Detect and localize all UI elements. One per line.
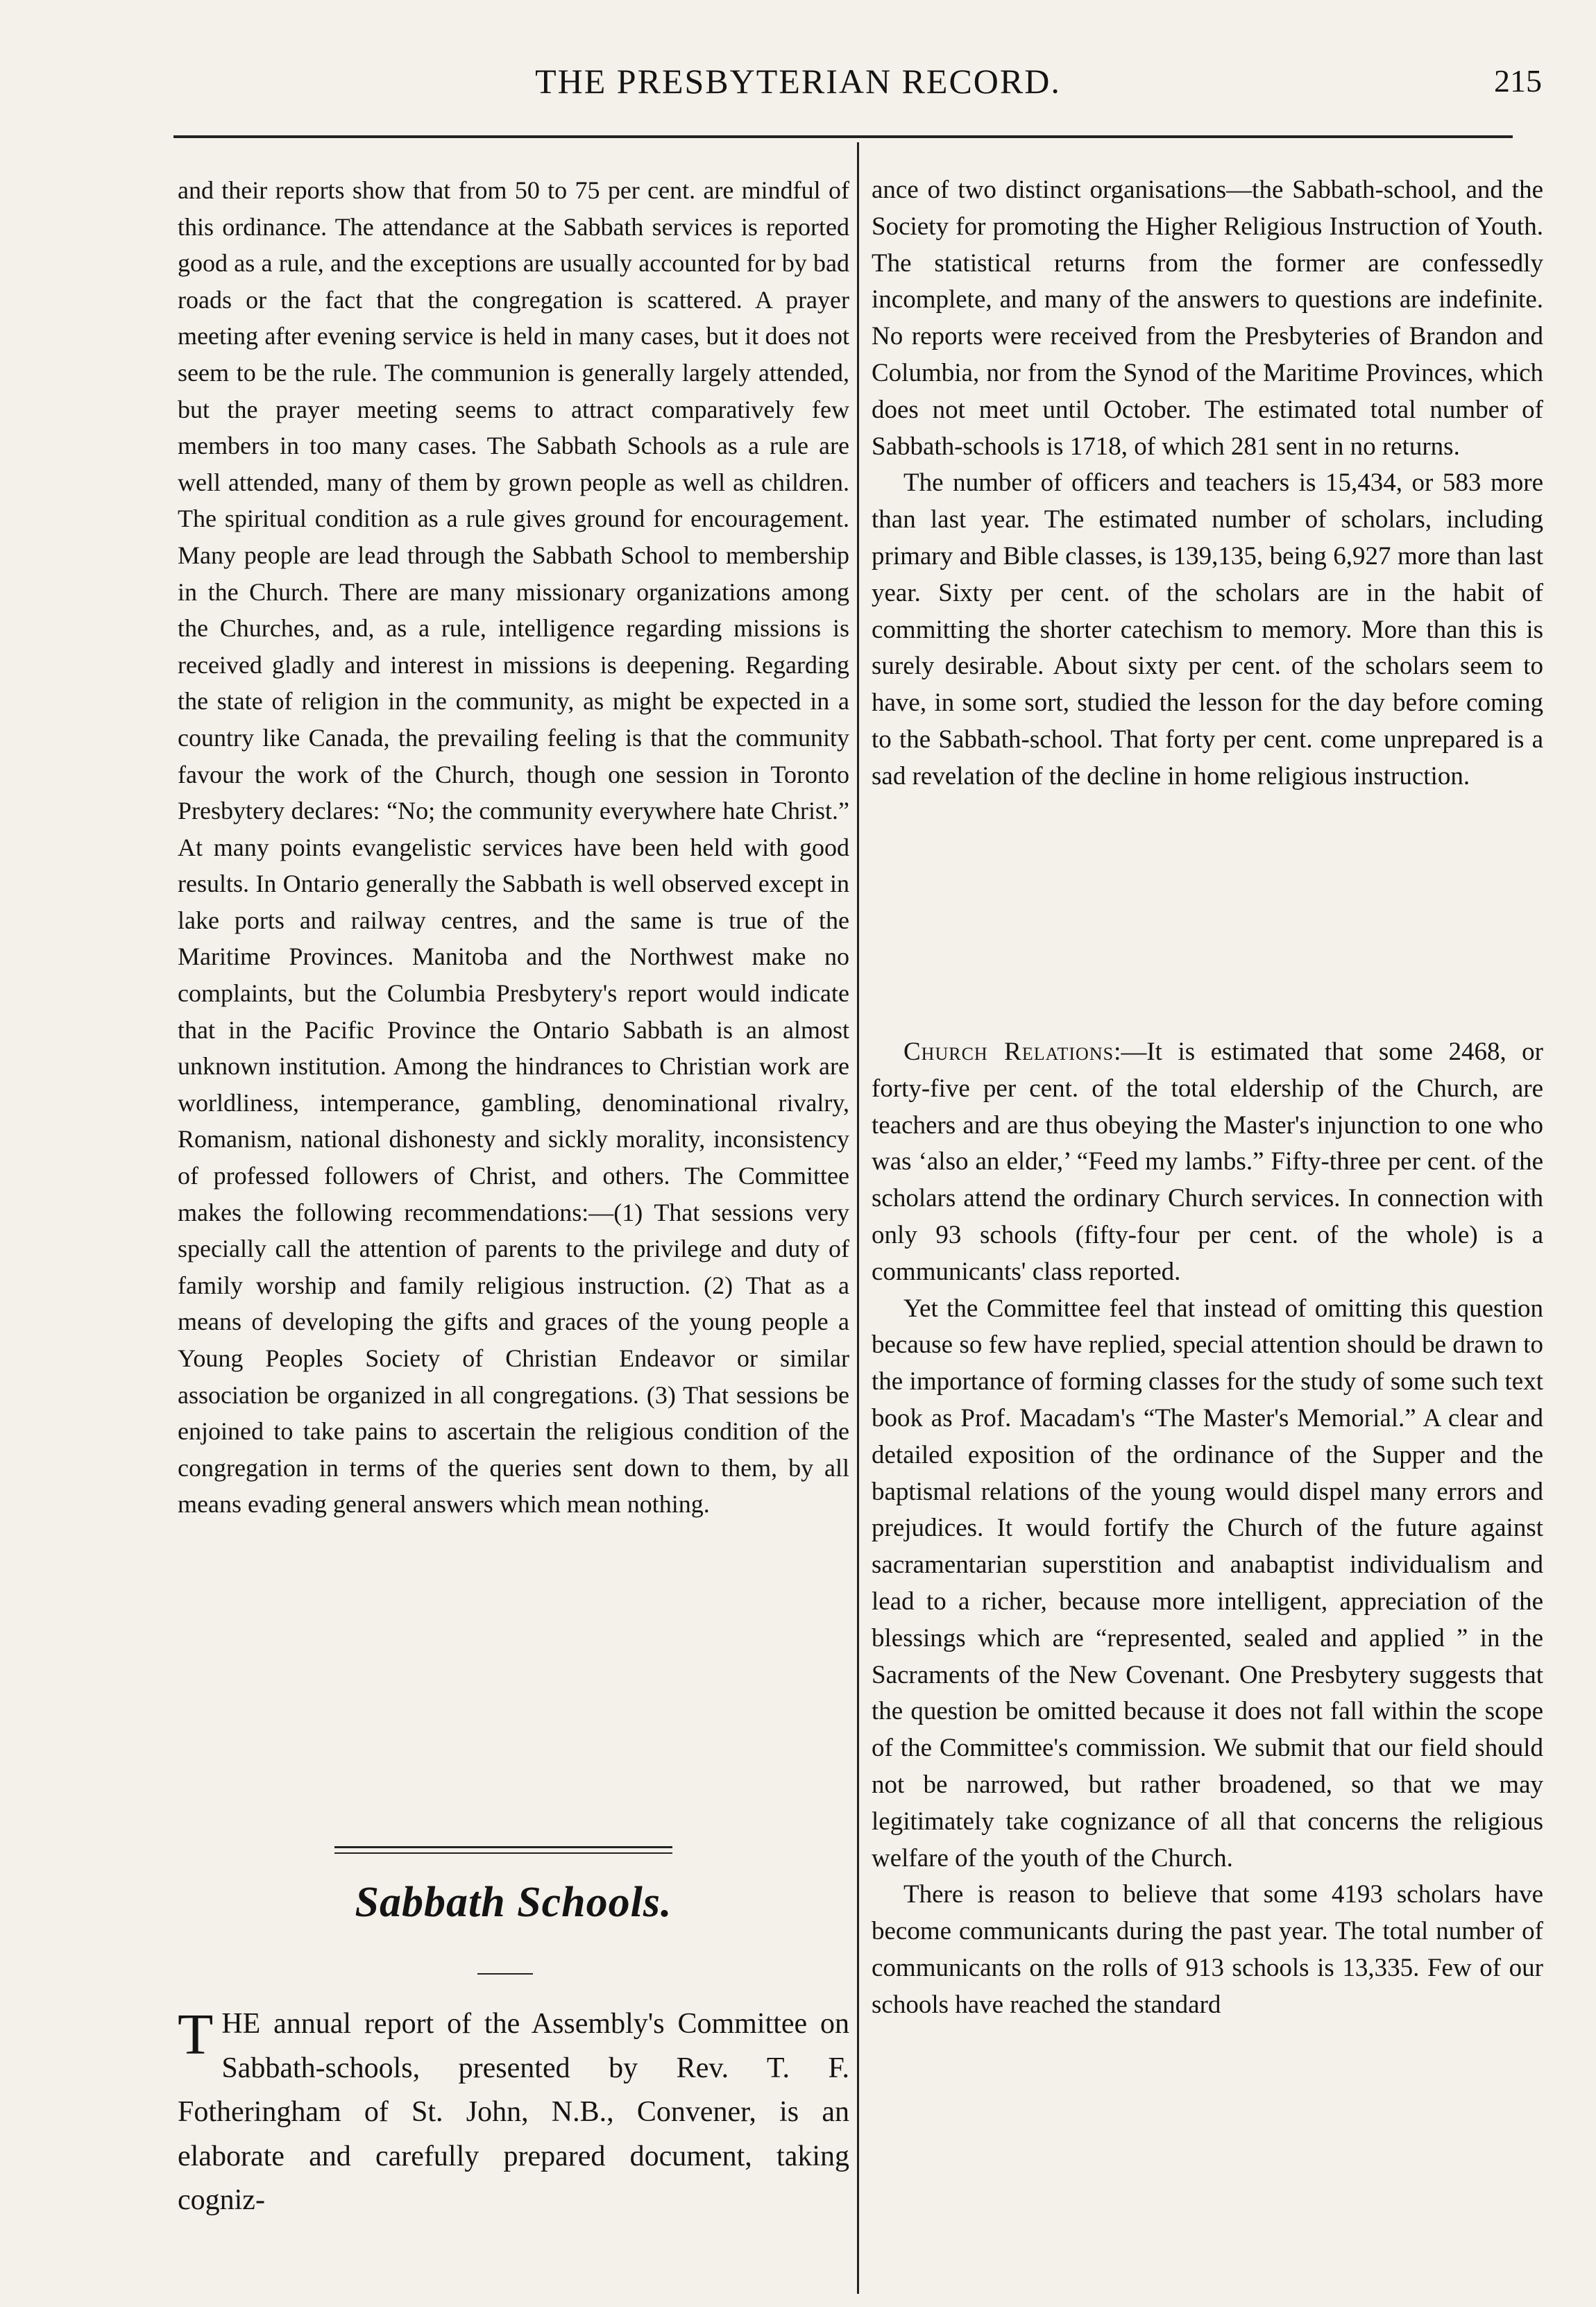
right-paragraph-5: There is reason to believe that some 4193 scholars have become communicants during the past year. The total number of communicants on the rolls of 913 schools is 13,335. Few of our schools have reached the standard (872, 1880, 1543, 2019)
page-number: 215 (1494, 63, 1542, 99)
left-column (178, 172, 849, 1523)
left-paragraph: and their reports show that from 50 to 75 per cent. are mindful of this ordinance. The attendance at the Sabbath services is reported good as a rule, and the exceptions are usually accounted for by bad roads or the fact that the congregation is scattered. A prayer meeting after evening service is held in many cases, but it does not seem to be the rule. The communion is generally largely attended, but the prayer meeting seems to attract comparatively few members in too many cases. The Sabbath Schools as a rule are well attended, many of them by grown people as well as children. The spiritual condition as a rule gives ground for encouragement. Many people are lead through the Sabbath School to membership in the Church. There are many missionary organizations among the Churches, and, as a rule, intelligence regarding missions is received gladly and interest in missions is deepening. Regarding the state of religion in the community, as might be expected in a country like Canada, the prevailing feeling is that the community favour the work of the Church, though one session in Toronto Presbytery declares: “No; the community everywhere hate Christ.” At many points evangelistic services have been held with good results. In Ontario generally the Sabbath is well observed except in lake ports and railway centres, and the same is true of the Maritime Provinces. Manitoba and the Northwest make no complaints, but the Columbia Presbytery's report would indicate that in the Pacific Province the Ontario Sabbath is an almost unknown institution. Among the hindrances to Christian work are worldliness, intemperance, gambling, denominational rivalry, Romanism, national dishonesty and sickly morality, inconsistency of professed followers of Christ, and others. The Committee makes the following recommendations:—(1) That sessions very specially call the attention of parents to the privilege and duty of family worship and family religious instruction. (2) That as a means of developing the gifts and graces of the young people a Young Peoples Society of Christian Endeavor or similar association be organized in all congregations. (3) That sessions be enjoined to take pains to ascertain the religious condition of the congregation in terms of the queries sent down to them, by all means evading general answers which mean nothing. (178, 176, 849, 1519)
right-paragraph-4: Yet the Committee feel that instead of omitting this question because so few have replied, special attention should be drawn to the importance of forming classes for the study of some such text book as Prof. Macadam's “The Master's Memorial.” A clear and detailed exposition of the ordinance of the Supper and the baptismal relations of the young would dispel many errors and prejudices. It would fortify the Church of the future against sacramentarian superstition and anabaptist individualism and lead to a richer, because more intelligent, appreciation of the blessings which are “represented, sealed and applied ” in the Sacraments of the New Covenant. One Presbytery suggests that the question be omitted because it does not fall within the scope of the Committee's commission. We submit that our field should not be narrowed, but rather broadened, so that we may legitimately take cognizance of all that concerns the religious welfare of the youth of the Church. (872, 1294, 1543, 1873)
church-relations-label: Church Relations (903, 1038, 1114, 1066)
church-relations-text: :—It is estimated that some 2468, or forty-five per cent. of the total eldership of the Church, are teachers and are thus obeying the Master's injunction to one who was ‘also an elder,’ “Feed my lambs.” Fifty-three per cent. of the scholars attend the ordinary Church services. In connection with only 93 schools (fifty-four per cent. of the whole) is a communicants' class reported. (872, 1038, 1543, 1286)
right-paragraph-2: The number of officers and teachers is 15,434, or 583 more than last year. The estimated number of scholars, including primary and Bible classes, is 139,135, being 6,927 more than last year. Sixty per cent. of the scholars are in the habit of committing the shorter catechism to memory. More than this is surely desirable. About sixty per cent. of the scholars seem to have, in some sort, studied the lesson for the day before coming to the Sabbath-school. That forty per cent. come unprepared is a sad revelation of the decline in home religious instruction. (872, 468, 1543, 791)
right-paragraph-3 (872, 1034, 1543, 1291)
section-heading: Sabbath Schools. (355, 1879, 672, 1926)
right-column-top (872, 172, 1543, 795)
page-title: THE PRESBYTERIAN RECORD. (535, 62, 1061, 101)
column-divider (857, 142, 859, 2294)
section-body (178, 2002, 849, 2223)
section-paragraph: HE annual report of the Assembly's Committee on Sabbath-schools, presented by Rev. T. F. Fotheringham of St. John, N.B., Convener, is an elaborate and carefully prepared document, taking cogniz- (178, 2008, 849, 2216)
section-divider-double (334, 1846, 672, 1854)
right-paragraph-1: ance of two distinct organisations—the Sabbath-school, and the Society for promoting the Higher Religious Instruction of Youth. The statistical returns from the former are confessedly incomplete, and many of the answers to questions are indefinite. No reports were received from the Presbyteries of Brandon and Columbia, nor from the Synod of the Maritime Provinces, which does not meet until October. The estimated total number of Sabbath-schools is 1718, of which 281 sent in no returns. (872, 176, 1543, 461)
section-divider-single (477, 1973, 533, 1975)
right-column-bottom (872, 1034, 1543, 2024)
header-rule (173, 135, 1513, 138)
dropcap-letter: T (178, 2002, 214, 2067)
